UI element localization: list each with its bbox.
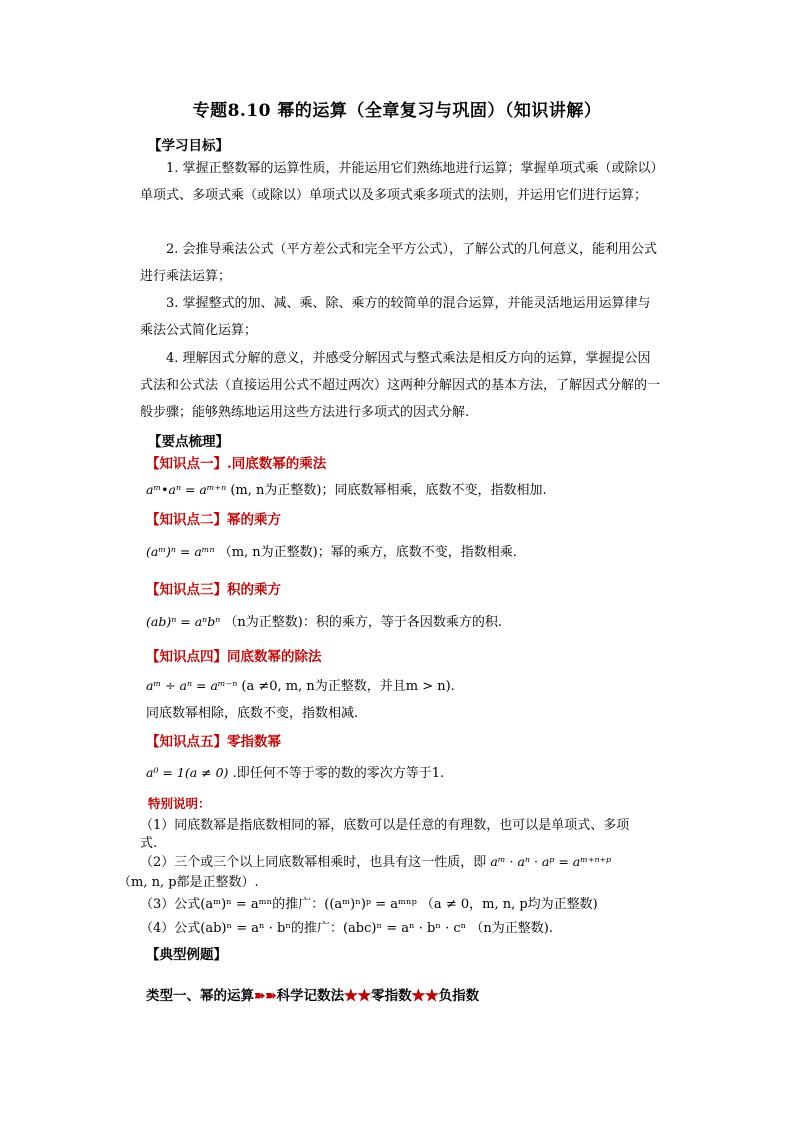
k5-text: .即任何不等于零的数的零次方等于1.: [232, 766, 445, 781]
k4-formula: aᵐ ÷ aⁿ = aᵐ⁻ⁿ: [146, 678, 238, 693]
type-1-rest-2: 零指数: [371, 988, 412, 1004]
knowledge-point-3-label: 【知识点三】积的乘方: [146, 582, 281, 598]
examples-header: 【典型例题】: [146, 947, 227, 963]
special-3: （3）公式(aᵐ)ⁿ = aᵐⁿ的推广：((aᵐ)ⁿ)ᵖ = aᵐⁿᵖ （a ≠ 0，m, n, p均为正整数): [140, 897, 598, 912]
knowledge-point-1-label: 【知识点一】.同底数幂的乘法: [146, 456, 327, 472]
k3-text: （n为正整数)：积的乘方，等于各因数乘方的积.: [224, 615, 502, 630]
knowledge-point-4-line: [146, 675, 455, 694]
k4-text: (a ≠0, m, n为正整数，并且m > n).: [241, 679, 455, 694]
special-2b: （m, n, p都是正整数）.: [118, 875, 259, 890]
knowledge-point-4-label: 【知识点四】同底数幂的除法: [146, 649, 322, 665]
k3-formula: (ab)ⁿ = aⁿbⁿ: [146, 614, 221, 629]
objective-1: 1. 掌握正整数幂的运算性质，并能运用它们熟练地进行运算；掌握单项式乘（或除以）单项式、多项式乘（或除以）单项式以及多项式乘多项式的法则，并运用它们进行运算；: [140, 161, 658, 203]
summary-header: 【要点梳理】: [148, 434, 229, 450]
knowledge-point-2-line: [146, 541, 517, 560]
special-2-line: [140, 851, 611, 870]
knowledge-point-3-line: [146, 611, 502, 630]
special-1a: （1）同底数幂是指底数相同的幂，底数可以是任意的有理数，也可以是单项式、多项: [140, 818, 630, 833]
type-1-rest-3: 负指数: [438, 988, 480, 1004]
objective-4: 4. 理解因式分解的意义，并感受分解因式与整式乘法是相反方向的运算，掌握提公因式法和公式法（直接运用公式不超过两次）这两种分解因式的基本方法，了解因式分解的一般步骤；能够熟练地运用这些方法进行多项式的因式分解.: [140, 351, 661, 420]
stars-icon-2: ★★: [411, 988, 439, 1004]
type-1-rest-1: 科学记数法: [276, 988, 345, 1004]
objective-2: 2. 会推导乘法公式（平方差公式和完全平方公式），了解公式的几何意义，能利用公式进行乘法运算；: [140, 242, 658, 284]
k4-text-2: 同底数幂相除，底数不变，指数相减.: [146, 706, 359, 721]
special-1b: 式.: [140, 836, 158, 851]
objective-3: 3. 掌握整式的加、减、乘、除、乘方的较简单的混合运算，并能灵活地运用运算律与乘法公式简化运算；: [140, 296, 651, 338]
page-title: 专题8.10 幂的运算（全章复习与巩固）（知识讲解）: [192, 101, 602, 121]
objectives-header: 【学习目标】: [148, 138, 229, 154]
knowledge-point-5-label: 【知识点五】零指数幂: [146, 734, 281, 750]
k5-formula: a⁰ = 1(a ≠ 0): [146, 765, 229, 780]
k1-formula: aᵐ•aⁿ = aᵐ⁺ⁿ: [146, 482, 227, 497]
arrows-icon: ➽➽: [254, 988, 277, 1004]
k2-formula: (aᵐ)ⁿ = aᵐⁿ: [146, 544, 215, 559]
special-2a: （2）三个或三个以上同底数幂相乘时，也具有这一性质，即: [140, 855, 487, 870]
type-1-heading: [146, 984, 479, 1004]
type-1-text: 类型一、幂的运算: [146, 988, 254, 1004]
special-4: （4）公式(ab)ⁿ = aⁿ · bⁿ的推广：(abc)ⁿ = aⁿ · bⁿ · cⁿ （n为正整数).: [140, 921, 553, 936]
k2-text: （m, n为正整数)；幂的乘方，底数不变，指数相乘.: [218, 545, 517, 560]
k1-text: (m, n为正整数)；同底数幂相乘，底数不变，指数相加.: [230, 483, 547, 498]
knowledge-point-1-line: [146, 479, 547, 498]
special-header: 特别说明：: [148, 796, 211, 811]
knowledge-point-5-line: [146, 762, 444, 781]
knowledge-point-2-label: 【知识点二】幂的乘方: [146, 512, 281, 528]
stars-icon-1: ★★: [344, 988, 372, 1004]
special-2-formula: aᵐ · aⁿ · aᵖ = aᵐ⁺ⁿ⁺ᵖ: [490, 854, 612, 869]
